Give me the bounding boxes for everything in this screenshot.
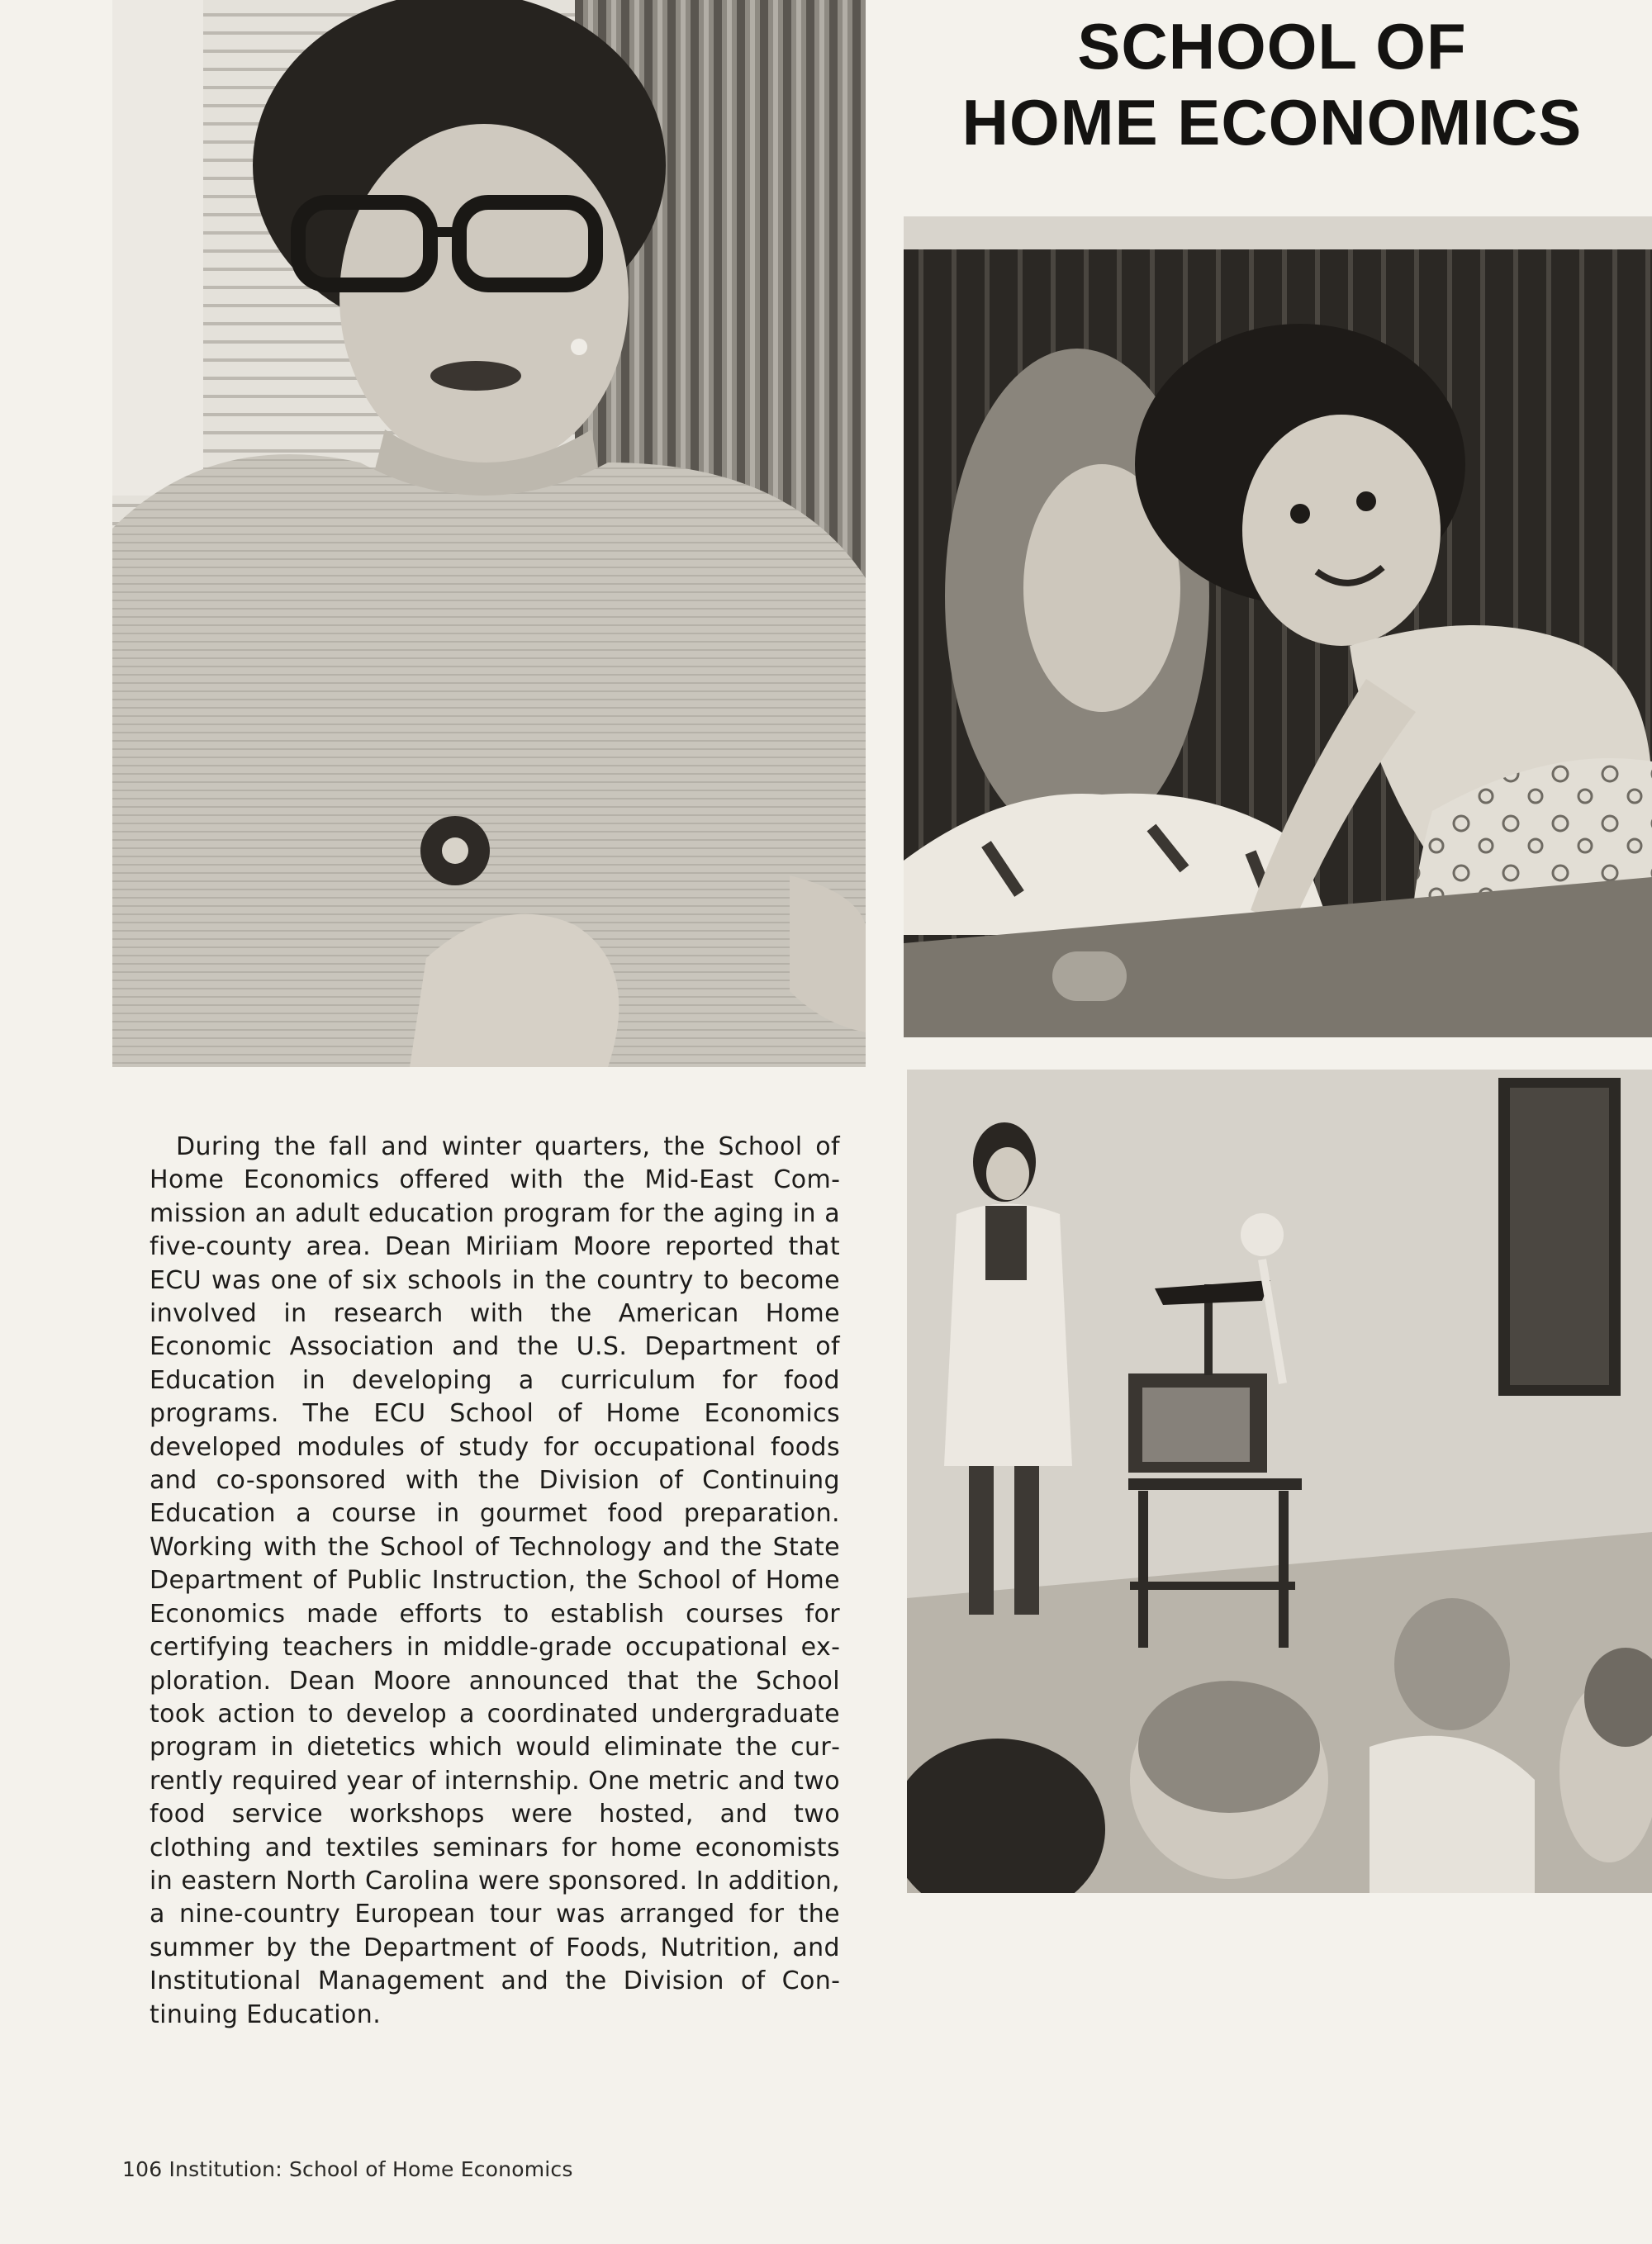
dean-portrait-image [112,0,866,1067]
student-with-child-photo [904,216,1652,1037]
article-body: During the fall and winter quarters, the School of Home Economics offered with the Mid-East Commission an adult education program for the aging in a five-county area. Dean Miriiam Moore reported that ECU was one of six schools in the country to become involved in research with the American Home Economic Association and the U.S. Department of Education in developing a curriculum for food programs. The ECU School of Home Economics developed modules of study for occupational foods and co-sponsored with the Division of Continuing Education a course in gourmet food preparation. Working with the School of Technology and the State Department of Public Instruction, the School of Home Economics made efforts to establish courses for certifying teachers in middle-grade occupational exploration. Dean Moore announced that the School took action to develop a coordinated undergraduate program in dietetics which would eliminate the currently required year of internship. One metric and two food service workshops were hosted, and two clothing and textiles seminars for home economists in eastern North Carolina were sponsored. In addition, a nine-country European tour was arranged for the summer by the Department of Foods, Nutrition, and Institutional Management and the Division of Continuing Education. [150,1132,840,2029]
classroom-lecture-image [907,1070,1652,1893]
dean-portrait-photo [112,0,866,1067]
page-footer: 106 Institution: School of Home Economics [122,2157,573,2181]
headline-line-2: HOME ECONOMICS [961,86,1583,159]
student-with-child-image [904,216,1652,1037]
headline-line-1: SCHOOL OF [1077,10,1467,83]
classroom-lecture-photo [907,1070,1652,1893]
page-headline [892,8,1652,160]
